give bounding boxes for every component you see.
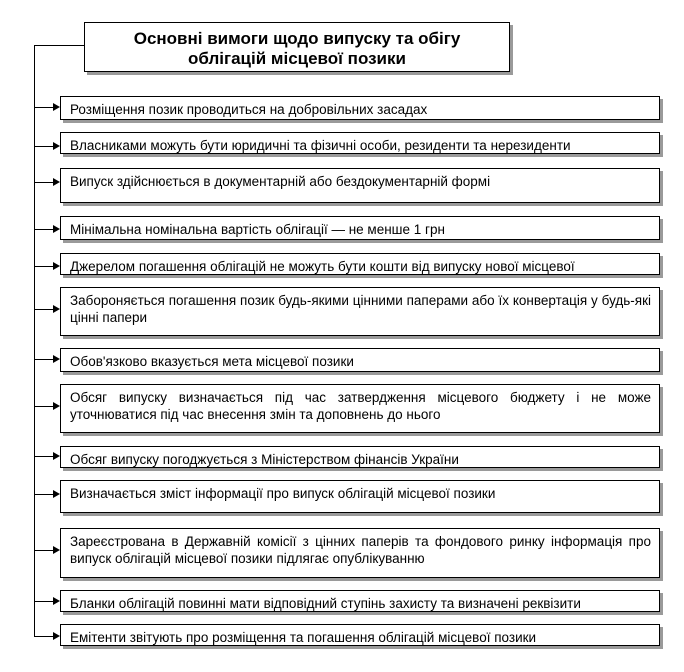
arrow-icon [34, 146, 54, 147]
arrow-icon [34, 107, 54, 108]
requirement-box-1: Розміщення позик проводиться на добровільних засадах [60, 96, 660, 120]
arrow-icon [34, 309, 54, 310]
arrow-icon [34, 601, 54, 602]
requirement-box-13: Емітенти звітують про розміщення та погашення облігацій місцевої позики [60, 624, 660, 646]
arrow-icon [34, 456, 54, 457]
requirement-box-8: Обсяг випуску визначається під час затвердження місцевого бюджету і не може уточнюватися під час внесення змін та доповнень до нього [60, 384, 660, 433]
requirement-box-11: Зареєстрована в Державній комісії з цінних паперів та фондового ринку інформація про випуск облігацій місцевої позики підлягає опублікуванню [60, 528, 660, 578]
arrow-icon [34, 406, 54, 407]
connector-top [34, 45, 85, 46]
diagram-title-line-2: облігацій місцевої позики [188, 49, 406, 68]
requirement-box-7: Обов'язково вказується мета місцевої позики [60, 348, 660, 372]
arrow-icon [34, 229, 54, 230]
requirement-box-2: Власниками можуть бути юридичні та фізичні особи, резиденти та нерезиденти [60, 132, 660, 154]
requirement-box-10: Визначається зміст інформації про випуск облігацій місцевої позики [60, 480, 660, 513]
diagram-title-box [84, 22, 510, 72]
arrow-icon [34, 266, 54, 267]
arrow-icon [34, 550, 54, 551]
arrow-icon [34, 359, 54, 360]
arrow-icon [34, 636, 54, 637]
requirement-box-12: Бланки облігацій повинні мати відповідний ступінь захисту та визначені реквізити [60, 590, 660, 612]
requirement-box-6: Забороняється погашення позик будь-якими цінними паперами або їх конвертація у будь-які цінні папери [60, 287, 660, 336]
arrow-icon [34, 494, 54, 495]
diagram-title-line-1: Основні вимоги щодо випуску та обігу [133, 29, 461, 48]
requirement-box-3: Випуск здійснюється в документарній або бездокументарній формі [60, 168, 660, 203]
requirement-box-5: Джерелом погашення облігацій не можуть бути кошти від випуску нової місцевої [60, 253, 660, 275]
requirement-box-4: Мінімальна номінальна вартість облігації — не менше 1 грн [60, 216, 660, 240]
arrow-icon [34, 182, 54, 183]
requirement-box-9: Обсяг випуску погоджується з Міністерством фінансів України [60, 446, 660, 468]
connector-spine [34, 45, 35, 637]
